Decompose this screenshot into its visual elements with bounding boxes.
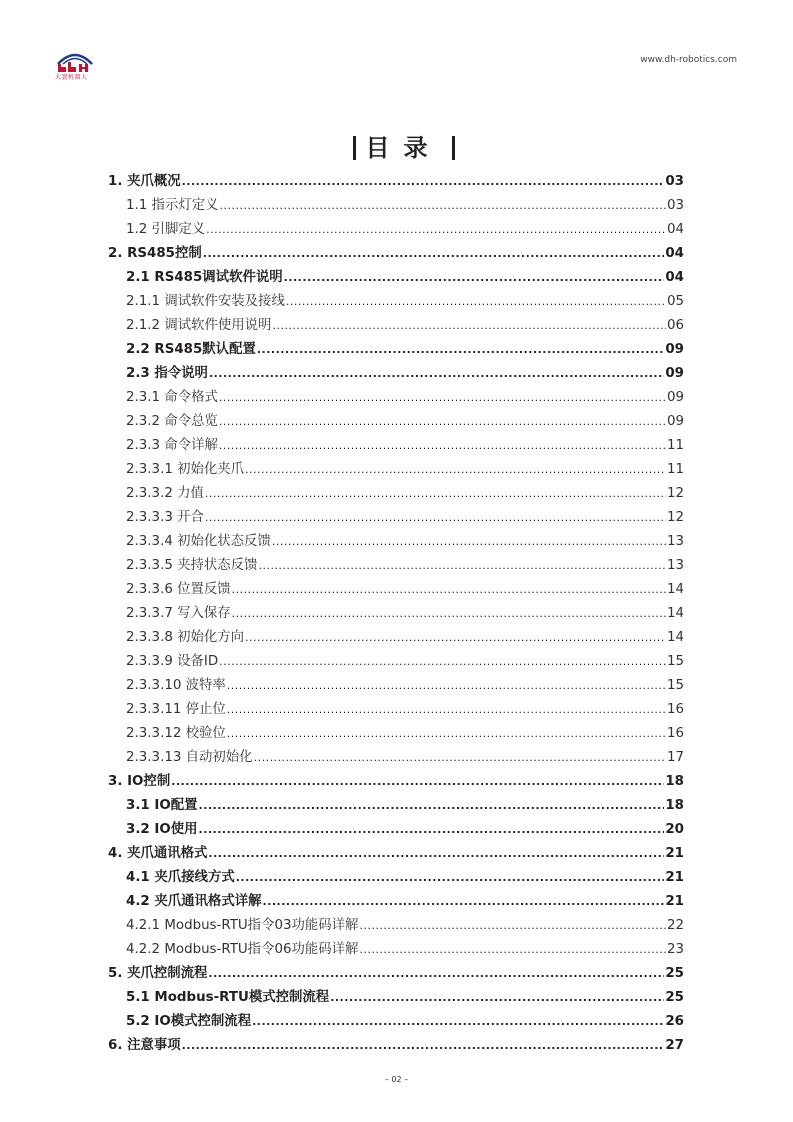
toc-entry-label: 2.1.2 调试软件使用说明 bbox=[126, 318, 272, 333]
title-left-bar bbox=[353, 136, 356, 160]
toc-entry[interactable] bbox=[108, 434, 684, 458]
toc-leader-dots bbox=[227, 722, 666, 746]
page-number: – 02 – bbox=[384, 1075, 409, 1084]
toc-entry[interactable] bbox=[108, 218, 684, 242]
toc-leader-dots bbox=[254, 746, 666, 770]
toc-entry-label: 4.1 夹爪接线方式 bbox=[126, 870, 235, 885]
toc-leader-dots bbox=[220, 194, 666, 218]
toc-entry-page: 26 bbox=[665, 1014, 684, 1029]
toc-entry-page: 14 bbox=[666, 606, 684, 621]
toc-entry[interactable] bbox=[108, 386, 684, 410]
toc-entry-page: 09 bbox=[665, 342, 684, 357]
toc-entry-page: 09 bbox=[666, 414, 684, 429]
toc-entry[interactable] bbox=[108, 914, 684, 938]
toc-leader-dots bbox=[245, 458, 666, 482]
toc-leader-dots bbox=[272, 314, 666, 338]
toc-entry-label: 2.3.3.4 初始化状态反馈 bbox=[126, 534, 271, 549]
toc-entry-page: 15 bbox=[666, 678, 684, 693]
toc-entry[interactable] bbox=[108, 314, 684, 338]
toc-entry-label: 2.3.3.5 夹持状态反馈 bbox=[126, 558, 258, 573]
page-title-container bbox=[0, 128, 793, 163]
toc-entry[interactable] bbox=[108, 986, 684, 1010]
toc-entry-label: 2.3.3 命令详解 bbox=[126, 438, 218, 453]
toc-entry-page: 09 bbox=[666, 390, 684, 405]
toc-entry[interactable] bbox=[108, 698, 684, 722]
toc-entry-label: 2.3.3.13 自动初始化 bbox=[126, 750, 253, 765]
toc-entry-label: 2.3.1 命令格式 bbox=[126, 390, 218, 405]
toc-entry[interactable] bbox=[108, 194, 684, 218]
toc-entry-label: 5.2 IO模式控制流程 bbox=[126, 1014, 252, 1029]
toc-entry-page: 09 bbox=[665, 366, 684, 381]
toc-entry-page: 21 bbox=[665, 846, 684, 861]
toc-entry[interactable] bbox=[108, 746, 684, 770]
toc-leader-dots bbox=[219, 386, 666, 410]
toc-entry-label: 3.1 IO配置 bbox=[126, 798, 198, 813]
toc-entry-page: 06 bbox=[666, 318, 684, 333]
toc-leader-dots bbox=[227, 698, 666, 722]
toc-entry-label: 2.1 RS485调试软件说明 bbox=[126, 270, 283, 285]
toc-entry-page: 15 bbox=[666, 654, 684, 669]
toc-entry-page: 13 bbox=[666, 558, 684, 573]
toc-entry[interactable] bbox=[108, 290, 684, 314]
toc-entry-label: 2.3.2 命令总览 bbox=[126, 414, 218, 429]
toc-entry-label: 2.3 指令说明 bbox=[126, 366, 208, 381]
toc-leader-dots bbox=[232, 578, 666, 602]
toc-entry-label: 1.2 引脚定义 bbox=[126, 222, 206, 237]
toc-entry[interactable] bbox=[108, 722, 684, 746]
toc-entry-label: 2.3.3.2 力值 bbox=[126, 486, 204, 501]
toc-leader-dots bbox=[219, 434, 666, 458]
toc-entry-label: 2.2 RS485默认配置 bbox=[126, 342, 256, 357]
toc-leader-dots bbox=[182, 1034, 665, 1058]
toc-entry[interactable] bbox=[108, 938, 684, 962]
website-url: www.dh-robotics.com bbox=[640, 55, 737, 65]
toc-leader-dots bbox=[199, 794, 665, 818]
toc-entry-label: 1. 夹爪概况 bbox=[108, 174, 181, 189]
toc-entry-label: 2.3.3.11 停止位 bbox=[126, 702, 226, 717]
toc-entry-page: 21 bbox=[665, 894, 684, 909]
toc-entry-page: 12 bbox=[666, 510, 684, 525]
toc-entry-page: 04 bbox=[665, 270, 684, 285]
page-title-text: 目录 bbox=[365, 134, 442, 162]
toc-entry-label: 2.3.3.3 开合 bbox=[126, 510, 204, 525]
toc-entry-label: 2.3.3.7 写入保存 bbox=[126, 606, 231, 621]
toc-entry-label: 4.2.1 Modbus-RTU指令03功能码详解 bbox=[126, 918, 359, 933]
page-title bbox=[329, 128, 465, 163]
toc-leader-dots bbox=[205, 482, 666, 506]
toc-entry-page: 14 bbox=[666, 582, 684, 597]
toc-entry[interactable] bbox=[108, 338, 684, 362]
toc-leader-dots bbox=[206, 218, 666, 242]
toc-entry-page: 03 bbox=[665, 174, 684, 189]
toc-leader-dots bbox=[232, 602, 666, 626]
toc-entry-label: 2.3.3.8 初始化方向 bbox=[126, 630, 245, 645]
toc-leader-dots bbox=[284, 266, 665, 290]
toc-entry-page: 22 bbox=[666, 918, 684, 933]
toc-entry-page: 04 bbox=[666, 222, 684, 237]
table-of-contents bbox=[108, 170, 684, 1058]
toc-leader-dots bbox=[359, 938, 666, 962]
toc-entry[interactable] bbox=[108, 506, 684, 530]
toc-entry-page: 27 bbox=[665, 1038, 684, 1053]
toc-leader-dots bbox=[286, 290, 666, 314]
toc-entry[interactable] bbox=[108, 458, 684, 482]
toc-leader-dots bbox=[252, 1010, 664, 1034]
toc-entry-label: 2.1.1 调试软件安装及接线 bbox=[126, 294, 285, 309]
toc-entry[interactable] bbox=[108, 554, 684, 578]
toc-entry-page: 23 bbox=[666, 942, 684, 957]
toc-entry-label: 4.2.2 Modbus-RTU指令06功能码详解 bbox=[126, 942, 359, 957]
toc-entry[interactable] bbox=[108, 482, 684, 506]
toc-leader-dots bbox=[227, 674, 666, 698]
toc-entry-page: 25 bbox=[665, 990, 684, 1005]
toc-leader-dots bbox=[263, 890, 665, 914]
toc-leader-dots bbox=[258, 554, 666, 578]
toc-entry-label: 5. 夹爪控制流程 bbox=[108, 966, 208, 981]
toc-entry-page: 18 bbox=[665, 798, 684, 813]
toc-entry-label: 2.3.3.10 波特率 bbox=[126, 678, 226, 693]
toc-entry[interactable] bbox=[108, 866, 684, 890]
toc-entry-label: 2. RS485控制 bbox=[108, 246, 202, 261]
toc-entry-page: 17 bbox=[666, 750, 684, 765]
toc-leader-dots bbox=[330, 986, 664, 1010]
toc-entry-label: 3. IO控制 bbox=[108, 774, 171, 789]
toc-entry-label: 4.2 夹爪通讯格式详解 bbox=[126, 894, 262, 909]
toc-leader-dots bbox=[205, 506, 666, 530]
toc-leader-dots bbox=[219, 650, 666, 674]
toc-entry[interactable] bbox=[108, 1010, 684, 1034]
toc-entry[interactable] bbox=[108, 1034, 684, 1058]
logo-text: 大寰机器人 bbox=[55, 74, 88, 81]
toc-leader-dots bbox=[245, 626, 666, 650]
toc-entry-page: 03 bbox=[666, 198, 684, 213]
toc-entry[interactable] bbox=[108, 242, 684, 266]
toc-leader-dots bbox=[182, 170, 665, 194]
toc-entry-page: 25 bbox=[665, 966, 684, 981]
toc-entry[interactable] bbox=[108, 674, 684, 698]
toc-entry-page: 16 bbox=[666, 702, 684, 717]
toc-entry[interactable] bbox=[108, 602, 684, 626]
toc-entry[interactable] bbox=[108, 530, 684, 554]
title-right-bar bbox=[452, 136, 455, 160]
toc-entry-label: 2.3.3.1 初始化夹爪 bbox=[126, 462, 245, 477]
toc-leader-dots bbox=[208, 962, 664, 986]
toc-entry[interactable] bbox=[108, 626, 684, 650]
toc-entry-page: 04 bbox=[665, 246, 684, 261]
toc-entry[interactable] bbox=[108, 170, 684, 194]
toc-entry[interactable] bbox=[108, 962, 684, 986]
toc-entry[interactable] bbox=[108, 650, 684, 674]
toc-entry-page: 11 bbox=[666, 438, 684, 453]
toc-entry[interactable] bbox=[108, 578, 684, 602]
toc-leader-dots bbox=[171, 770, 664, 794]
toc-entry[interactable] bbox=[108, 410, 684, 434]
toc-leader-dots bbox=[272, 530, 666, 554]
toc-entry-label: 6. 注意事项 bbox=[108, 1038, 181, 1053]
toc-leader-dots bbox=[219, 410, 666, 434]
toc-leader-dots bbox=[203, 242, 665, 266]
toc-leader-dots bbox=[257, 338, 665, 362]
toc-entry-page: 16 bbox=[666, 726, 684, 741]
toc-leader-dots bbox=[359, 914, 666, 938]
toc-entry[interactable] bbox=[108, 890, 684, 914]
toc-entry-label: 2.3.3.12 校验位 bbox=[126, 726, 226, 741]
toc-entry[interactable] bbox=[108, 818, 684, 842]
toc-entry[interactable] bbox=[108, 770, 684, 794]
toc-entry-page: 20 bbox=[665, 822, 684, 837]
toc-entry-label: 1.1 指示灯定义 bbox=[126, 198, 219, 213]
toc-entry-label: 4. 夹爪通讯格式 bbox=[108, 846, 208, 861]
toc-entry-page: 05 bbox=[666, 294, 684, 309]
toc-leader-dots bbox=[236, 866, 665, 890]
toc-entry[interactable] bbox=[108, 842, 684, 866]
toc-entry-page: 21 bbox=[665, 870, 684, 885]
toc-entry-label: 2.3.3.6 位置反馈 bbox=[126, 582, 231, 597]
toc-entry[interactable] bbox=[108, 362, 684, 386]
toc-entry-page: 13 bbox=[666, 534, 684, 549]
toc-entry-label: 5.1 Modbus-RTU模式控制流程 bbox=[126, 990, 330, 1005]
toc-entry-page: 12 bbox=[666, 486, 684, 501]
toc-entry-page: 14 bbox=[666, 630, 684, 645]
toc-entry[interactable] bbox=[108, 266, 684, 290]
toc-entry[interactable] bbox=[108, 794, 684, 818]
toc-entry-label: 3.2 IO使用 bbox=[126, 822, 198, 837]
toc-entry-label: 2.3.3.9 设备ID bbox=[126, 654, 219, 669]
toc-leader-dots bbox=[199, 818, 665, 842]
toc-leader-dots bbox=[209, 362, 664, 386]
toc-entry-page: 11 bbox=[666, 462, 684, 477]
toc-entry-page: 18 bbox=[665, 774, 684, 789]
toc-leader-dots bbox=[208, 842, 664, 866]
